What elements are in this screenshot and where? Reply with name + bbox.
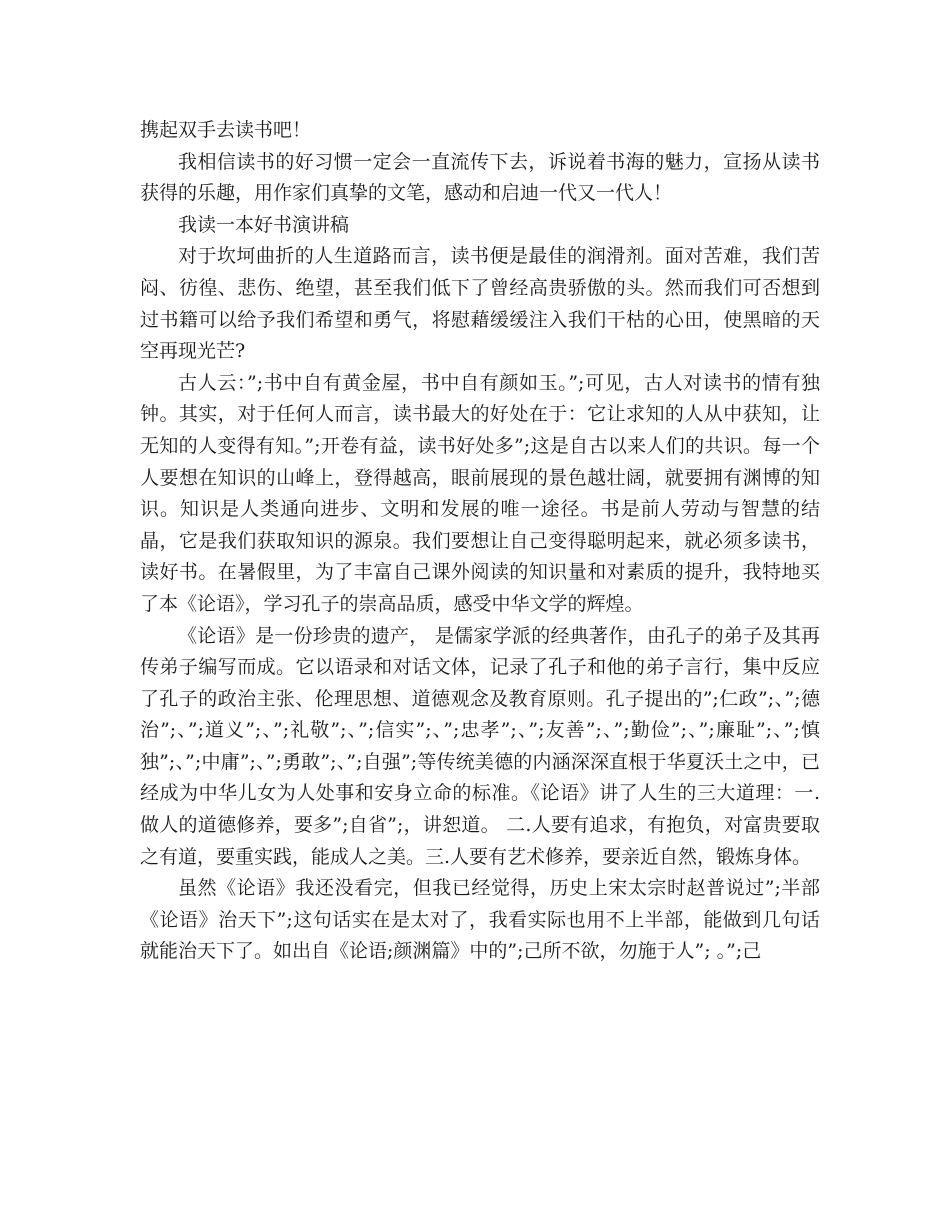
paragraph-ancients: 古人云：”;书中自有黄金屋，书中自有颜如玉。”;可见，古人对读书的情有独钟。其实，对于任何人而言，读书最大的好处在于：它让求知的人从中获知，让无知的人变得有知。”;开卷有益，读书好处多”;这是自古以来人们的共识。每一个人要想在知识的山峰上，登得越高，眼前展现的景色越壮阔，就要拥有渊博的知识。知识是人类通向进步、文明和发展的唯一途径。书是前人劳动与智慧的结晶，它是我们获取知识的源泉。我们要想让自己变得聪明起来，就必须多读书，读好书。在暑假里，为了丰富自己课外阅读的知识量和对素质的提升，我特地买了本《论语》，学习孔子的崇高品质，感受中华文学的辉煌。 — [140, 371, 820, 615]
paragraph-analects: 《论语》是一份珍贵的遗产， 是儒家学派的经典著作，由孔子的弟子及其再传弟子编写而成。它以语录和对话文体，记录了孔子和他的弟子言行，集中反应了孔子的政治主张、伦理思想、道德观念及教育原则。孔子提出的”;仁政”;、”;德治”;、”;道义”;、”;礼敬”;、”;信实”;、”;忠孝”;、”;友善”;、”;勤俭”;、”;廉耻”;、”;慎独”;、”;中庸”;、”;勇敢”;、”;自强”;等传统美德的内涵深深直根于华夏沃土之中，已经成为中华儿女为人处事和安身立命的标准。《论语》讲了人生的三大道理：一.做人的道德修养，要多”;自省”;，讲恕道。 二.人要有追求，有抱负，对富贵要取之有道，要重实践，能成人之美。三.人要有艺术修养，要亲近自然，锻炼身体。 — [140, 624, 820, 868]
paragraph-life-path: 对于坎坷曲折的人生道路而言，读书便是最佳的润滑剂。面对苦难，我们苦闷、彷徨、悲伤、绝望，甚至我们低下了曾经高贵骄傲的头。然而我们可否想到过书籍可以给予我们希望和勇气，将慰藉缓缓注入我们干枯的心田，使黑暗的天空再现光芒? — [140, 245, 820, 363]
document-body — [140, 115, 820, 968]
paragraph-belief: 我相信读书的好习惯一定会一直流传下去，诉说着书海的魅力，宣扬从读书获得的乐趣，用作家们真挚的文笔，感动和启迪一代又一代人！ — [140, 150, 820, 205]
paragraph-half-analects: 虽然《论语》我还没看完，但我已经觉得，历史上宋太宗时赵普说过”;半部《论语》治天下”;这句话实在是太对了，我看实际也用不上半部，能做到几句话就能治天下了。如出自《论语;颜渊篇》中的”;己所不欲，勿施于人”; 。”;己 — [140, 877, 820, 963]
speech-title: 我读一本好书演讲稿 — [178, 213, 350, 236]
paragraph-closing-line: 携起双手去读书吧！ — [140, 119, 312, 141]
